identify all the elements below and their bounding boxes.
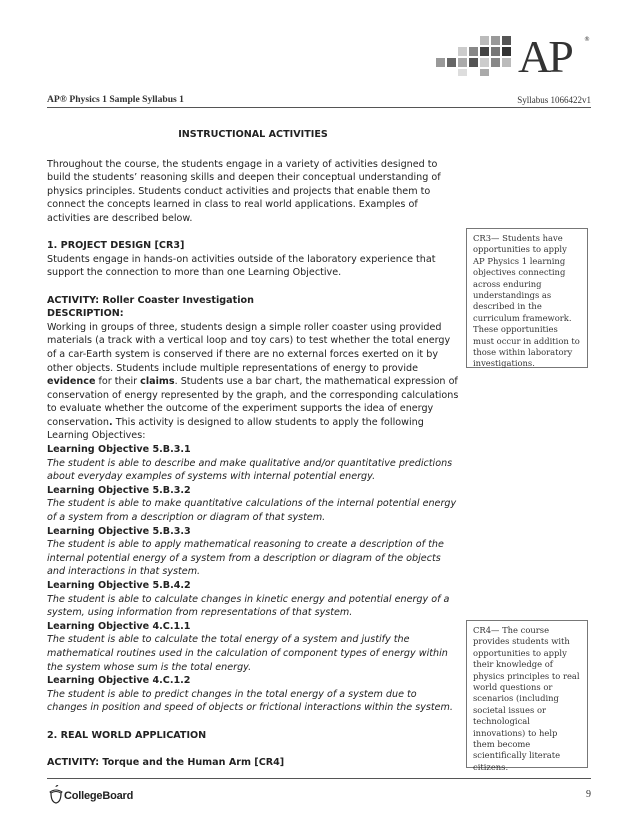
ap-registered-mark: ® bbox=[584, 36, 590, 43]
description-label: DESCRIPTION: bbox=[47, 308, 124, 320]
desc-period: . bbox=[109, 416, 113, 428]
header-syllabus-id: Syllabus 1066422v1 bbox=[517, 95, 591, 105]
objective-label: Learning Objective 5.B.3.2 bbox=[47, 484, 191, 496]
objective-text: The student is able to calculate changes in kinetic energy and potential energy of a system, using information from representations of that system. bbox=[47, 593, 450, 619]
description-paragraph bbox=[47, 321, 459, 443]
desc-text-1: Working in groups of three, students design a simple roller coaster using provided materials (a track with a vertical loop and toy cars) to test whether the total energy of a car-Earth system is conserved if there are no external forces exerted on it by other objects. Students include multiple representations of energy to provide bbox=[47, 321, 451, 374]
desc-claims: claims bbox=[140, 376, 175, 388]
objective-text: The student is able to apply mathematical reasoning to create a description of the internal potential energy of a system from a description or diagram of the objects and interactions in that system. bbox=[47, 539, 444, 578]
objective-label: Learning Objective 5.B.4.2 bbox=[47, 580, 191, 591]
desc-text-2: for their bbox=[95, 376, 141, 388]
objective-label: Learning Objective 4.C.1.2 bbox=[47, 675, 191, 687]
desc-text-3: . Students use a bar chart, the mathematical expression of conservation of energy represented by the graph, and the corresponding calculations to evaluate whether the outcome of the experiment supports the idea of energy conservation bbox=[47, 376, 459, 428]
header-divider bbox=[47, 107, 591, 108]
objective-text: The student is able to describe and make qualitative and/or quantitative predictions about everyday examples of systems with internal potential energy. bbox=[47, 457, 453, 483]
page-number: 9 bbox=[586, 789, 591, 800]
section1-heading: 1. PROJECT DESIGN [CR3] bbox=[47, 240, 185, 252]
cr4-note: CR4— The course provides students with opportunities to apply their knowledge of physics principles to real world questions or scenarios (including societal issues or technological innovations) to help them become scientifically literate citizens. bbox=[466, 620, 588, 768]
objective-label: Learning Objective 4.C.1.1 bbox=[47, 620, 191, 632]
collegeboard-logo-text: CollegeBoard bbox=[64, 790, 134, 802]
section2-heading: 2. REAL WORLD APPLICATION bbox=[47, 729, 207, 741]
header-title: AP® Physics 1 Sample Syllabus 1 bbox=[47, 94, 184, 105]
objective-label: Learning Objective 5.B.3.3 bbox=[47, 525, 191, 537]
desc-evidence: evidence bbox=[47, 376, 96, 388]
ap-logo: AP bbox=[518, 31, 571, 82]
ap-mosaic-logo bbox=[434, 36, 514, 76]
objective-text: The student is able to predict changes in the total energy of a system due to changes in position and speed of objects or frictional interactions within the system. bbox=[47, 688, 453, 714]
footer-divider bbox=[47, 778, 591, 779]
desc-text-4: This activity is designed to allow students to apply the following Learning Objectives: bbox=[47, 416, 424, 442]
main-content bbox=[47, 128, 459, 769]
objective-label: Learning Objective 5.B.3.1 bbox=[47, 444, 191, 456]
intro-paragraph: Throughout the course, the students engage in a variety of activities designed to build the students’ reasoning skills and deepen their conceptual understanding of physics principles. Students conduct activities and projects that enable them to connect the concepts learned in class to real world applications. Examples of activities are described below. bbox=[47, 158, 441, 224]
cr3-note: CR3— Students have opportunities to apply AP Physics 1 learning objectives connecting across enduring understandings as described in the curriculum framework. These opportunities must occur in addition to those within laboratory investigations. bbox=[466, 228, 588, 368]
page-title: INSTRUCTIONAL ACTIVITIES bbox=[178, 129, 328, 140]
activity1-heading: ACTIVITY: Roller Coaster Investigation bbox=[47, 294, 254, 306]
collegeboard-acorn-icon bbox=[48, 785, 64, 805]
section1-text: Students engage in hands-on activities outside of the laboratory experience that support the connection to more than one Learning Objective. bbox=[47, 253, 436, 279]
activity2-heading: ACTIVITY: Torque and the Human Arm [CR4] bbox=[47, 756, 285, 768]
objective-text: The student is able to calculate the total energy of a system and justify the mathematical routines used in the calculation of component types of energy within the system whose sum is the total energy. bbox=[47, 634, 448, 673]
objective-text: The student is able to make quantitative calculations of the internal potential energy of a system from a description or diagram of that system. bbox=[47, 498, 457, 524]
